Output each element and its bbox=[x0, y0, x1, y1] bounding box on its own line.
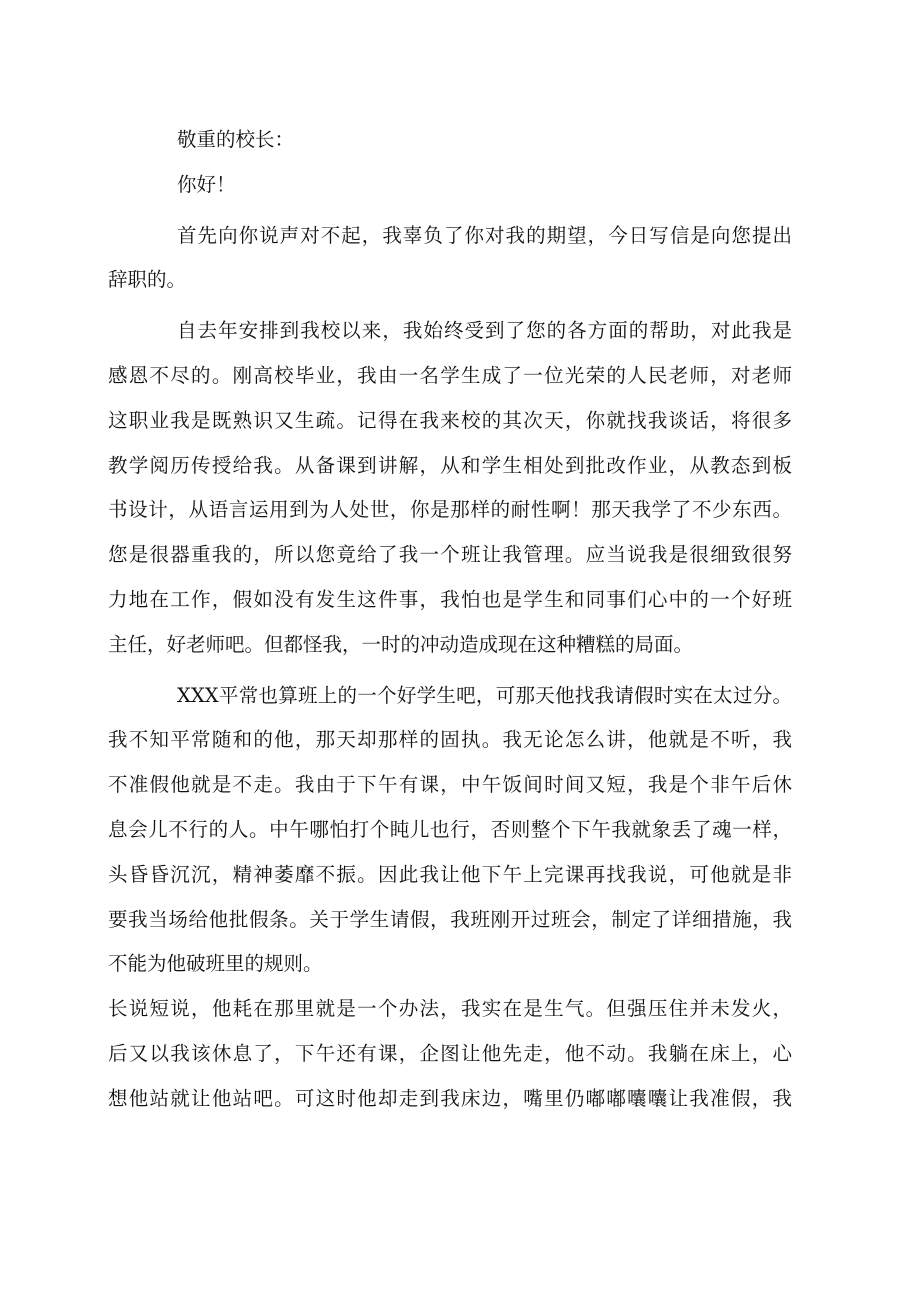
greeting: 你好！ bbox=[177, 172, 236, 196]
paragraph-1 bbox=[108, 214, 792, 304]
paragraph-3 bbox=[108, 674, 792, 988]
paragraph-line: 自去年安排到我校以来，我始终受到了您的各方面的帮助，对此我是 bbox=[177, 319, 792, 343]
paragraph-line: XXX平常也算班上的一个好学生吧，可那天他找我请假时实在太过分。 bbox=[177, 683, 792, 707]
paragraph-line: 想他站就让他站吧。可这时他却走到我床边，嘴里仍嘟嘟囔囔让我准假，我 bbox=[108, 1086, 792, 1110]
paragraph-line: 要我当场给他批假条。关于学生请假，我班刚开过班会，制定了详细措施，我 bbox=[108, 907, 792, 931]
paragraph-2 bbox=[108, 309, 792, 667]
paragraph-line: 书设计，从语言运用到为人处世，你是那样的耐性啊！那天我学了不少东西。 bbox=[108, 498, 792, 522]
paragraph-line: 首先向你说声对不起，我辜负了你对我的期望，今日写信是向您提出 bbox=[177, 223, 792, 247]
paragraph-line: 您是很器重我的，所以您竟给了我一个班让我管理。应当说我是很细致很努 bbox=[108, 543, 792, 567]
paragraph-line: 头昏昏沉沉，精神萎靡不振。因此我让他下午上完课再找我说，可他就是非 bbox=[108, 862, 792, 886]
paragraph-line: 不能为他破班里的规则。 bbox=[108, 952, 323, 976]
paragraph-line: 辞职的。 bbox=[108, 268, 187, 292]
paragraph-line: 教学阅历传授给我。从备课到讲解，从和学生相处到批改作业，从教态到板 bbox=[108, 453, 792, 477]
paragraph-line: 我不知平常随和的他，那天却那样的固执。我无论怎么讲，他就是不听，我 bbox=[108, 728, 792, 752]
paragraph-line: 不准假他就是不走。我由于下午有课，中午饭间时间又短，我是个非午后休 bbox=[108, 773, 792, 797]
salutation: 敬重的校长： bbox=[177, 128, 295, 151]
paragraph-line: 这职业我是既熟识又生疏。记得在我来校的其次天，你就找我谈话，将很多 bbox=[108, 408, 792, 432]
paragraph-line: 息会儿不行的人。中午哪怕打个盹儿也行，否则整个下午我就象丢了魂一样， bbox=[108, 817, 792, 841]
paragraph-4 bbox=[108, 987, 792, 1121]
paragraph-line: 长说短说，他耗在那里就是一个办法，我实在是生气。但强压住并未发火， bbox=[108, 997, 792, 1021]
letter-body bbox=[108, 118, 792, 1122]
paragraph-line: 感恩不尽的。刚高校毕业，我由一名学生成了一位光荣的人民老师，对老师 bbox=[108, 363, 792, 387]
paragraph-line: 力地在工作，假如没有发生这件事，我怕也是学生和同事们心中的一个好班 bbox=[108, 587, 792, 611]
paragraph-line: 主任，好老师吧。但都怪我，一时的冲动造成现在这种糟糕的局面。 bbox=[108, 632, 694, 656]
paragraph-line: 后又以我该休息了，下午还有课，企图让他先走，他不动。我躺在床上，心 bbox=[108, 1041, 792, 1065]
